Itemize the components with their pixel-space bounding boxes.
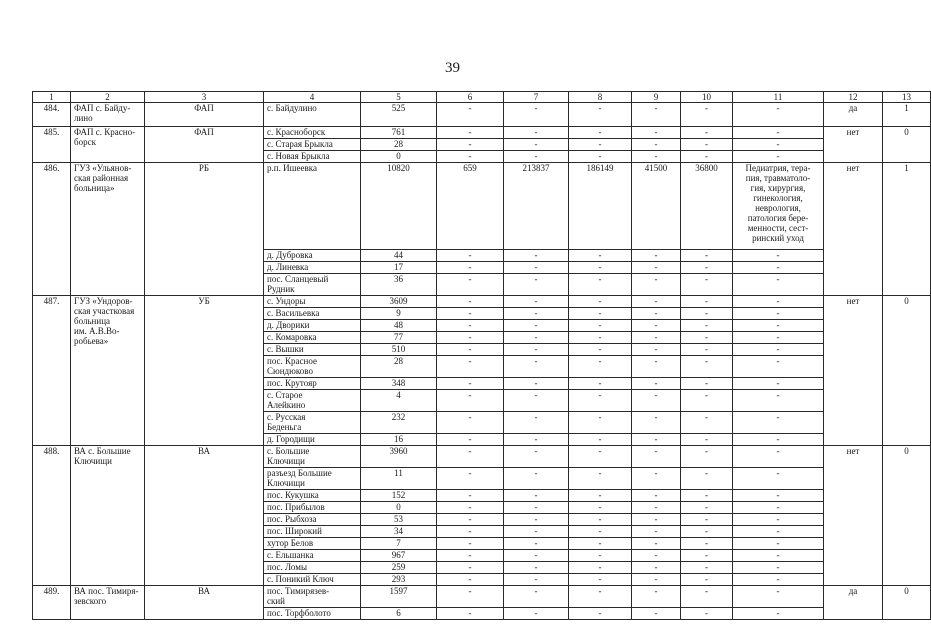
settlement-name: с. Вышки [264, 344, 361, 356]
population-value: 3609 [361, 296, 437, 308]
value-col-7: - [504, 320, 569, 332]
table-row [33, 103, 931, 127]
settlement-name: с. Ундоры [264, 296, 361, 308]
value-col-6: - [437, 468, 504, 490]
population-value: 17 [361, 262, 437, 274]
settlement-name: пос. Красное Сюндюково [264, 356, 361, 378]
value-col-13: 1 [883, 103, 931, 127]
value-col-8: - [569, 412, 632, 434]
value-col-10: - [681, 434, 733, 446]
value-col-7: - [504, 562, 569, 574]
services-value: - [733, 468, 824, 490]
facility-type: ВА [145, 446, 264, 586]
population-value: 16 [361, 434, 437, 446]
column-number-2: 2 [71, 92, 145, 103]
settlement-name: д. Городищи [264, 434, 361, 446]
population-value: 28 [361, 356, 437, 378]
value-col-10: - [681, 502, 733, 514]
column-number-13: 13 [883, 92, 931, 103]
column-number-6: 6 [437, 92, 504, 103]
value-col-7: - [504, 412, 569, 434]
value-col-9: - [632, 412, 681, 434]
value-col-7: - [504, 378, 569, 390]
population-value: 348 [361, 378, 437, 390]
value-col-6: - [437, 274, 504, 296]
value-col-13: 0 [883, 586, 931, 620]
value-col-7: - [504, 490, 569, 502]
value-col-10: - [681, 538, 733, 550]
services-value: - [733, 344, 824, 356]
services-value: Педиатрия, тера- пия, травматоло- гия, хирургия, гинекология, неврология, патология бере- менности, сест- ринский уход [733, 163, 824, 250]
facility-number: 488. [33, 446, 71, 586]
value-col-9: - [632, 562, 681, 574]
services-value: - [733, 103, 824, 127]
facility-number: 485. [33, 127, 71, 163]
settlement-name: пос. Кукушка [264, 490, 361, 502]
value-col-6: - [437, 139, 504, 151]
value-col-7: - [504, 586, 569, 608]
value-col-10: - [681, 490, 733, 502]
value-col-10: - [681, 378, 733, 390]
value-col-6: - [437, 574, 504, 586]
value-col-8: - [569, 526, 632, 538]
value-col-7: - [504, 127, 569, 139]
value-col-7: - [504, 274, 569, 296]
value-col-8: - [569, 574, 632, 586]
value-col-12: нет [824, 296, 883, 446]
value-col-7: - [504, 139, 569, 151]
value-col-7: - [504, 151, 569, 163]
value-col-10: - [681, 468, 733, 490]
settlement-name: разъезд Большие Ключищи [264, 468, 361, 490]
population-value: 9 [361, 308, 437, 320]
facility-number: 489. [33, 586, 71, 620]
value-col-6: - [437, 586, 504, 608]
value-col-8: - [569, 308, 632, 320]
value-col-8: - [569, 320, 632, 332]
value-col-9: - [632, 103, 681, 127]
value-col-10: - [681, 274, 733, 296]
value-col-8: - [569, 514, 632, 526]
services-value: - [733, 490, 824, 502]
value-col-8: - [569, 378, 632, 390]
population-value: 7 [361, 538, 437, 550]
value-col-12: нет [824, 127, 883, 163]
value-col-7: - [504, 308, 569, 320]
value-col-10: - [681, 514, 733, 526]
services-value: - [733, 390, 824, 412]
value-col-10: - [681, 332, 733, 344]
population-value: 0 [361, 151, 437, 163]
settlement-name: пос. Сланцевый Рудник [264, 274, 361, 296]
services-value: - [733, 378, 824, 390]
services-value: - [733, 250, 824, 262]
facility-type: ВА [145, 586, 264, 620]
services-value: - [733, 412, 824, 434]
value-col-10: - [681, 562, 733, 574]
value-col-6: - [437, 514, 504, 526]
services-value: - [733, 586, 824, 608]
services-value: - [733, 332, 824, 344]
value-col-7: 213837 [504, 163, 569, 250]
value-col-9: - [632, 356, 681, 378]
value-col-7: - [504, 502, 569, 514]
value-col-7: - [504, 434, 569, 446]
services-value: - [733, 562, 824, 574]
settlement-name: с. Поникий Ключ [264, 574, 361, 586]
value-col-10: - [681, 446, 733, 468]
value-col-6: - [437, 412, 504, 434]
settlement-name: с. Русская Беденьга [264, 412, 361, 434]
value-col-8: - [569, 356, 632, 378]
services-value: - [733, 296, 824, 308]
facility-type: ФАП [145, 103, 264, 127]
value-col-9: - [632, 468, 681, 490]
column-number-4: 4 [264, 92, 361, 103]
value-col-9: - [632, 151, 681, 163]
population-value: 36 [361, 274, 437, 296]
population-value: 232 [361, 412, 437, 434]
settlement-name: д. Дубровка [264, 250, 361, 262]
value-col-6: - [437, 502, 504, 514]
value-col-12: да [824, 103, 883, 127]
facility-name: ВА пос. Тимиря- зевского [71, 586, 145, 620]
value-col-6: - [437, 356, 504, 378]
value-col-10: - [681, 320, 733, 332]
value-col-8: - [569, 446, 632, 468]
value-col-10: 36800 [681, 163, 733, 250]
services-value: - [733, 514, 824, 526]
population-value: 4 [361, 390, 437, 412]
value-col-6: - [437, 378, 504, 390]
value-col-7: - [504, 390, 569, 412]
value-col-13: 0 [883, 446, 931, 586]
value-col-6: - [437, 446, 504, 468]
value-col-7: - [504, 608, 569, 620]
value-col-9: - [632, 250, 681, 262]
column-number-10: 10 [681, 92, 733, 103]
settlement-name: с. Старая Брыкла [264, 139, 361, 151]
settlement-name: с. Байдулино [264, 103, 361, 127]
table-row [33, 127, 931, 139]
value-col-10: - [681, 250, 733, 262]
value-col-6: 659 [437, 163, 504, 250]
population-value: 1597 [361, 586, 437, 608]
value-col-9: - [632, 526, 681, 538]
facility-name: ГУЗ «Ундоров- ская участковая больница им. А.В.Во- робьева» [71, 296, 145, 446]
value-col-9: - [632, 139, 681, 151]
settlement-name: р.п. Ишеевка [264, 163, 361, 250]
value-col-6: - [437, 344, 504, 356]
value-col-8: - [569, 139, 632, 151]
population-value: 6 [361, 608, 437, 620]
value-col-6: - [437, 103, 504, 127]
settlement-name: с. Васильевка [264, 308, 361, 320]
population-value: 34 [361, 526, 437, 538]
settlement-name: с. Комаровка [264, 332, 361, 344]
value-col-7: - [504, 344, 569, 356]
settlements-table [32, 91, 931, 620]
value-col-6: - [437, 490, 504, 502]
value-col-8: - [569, 274, 632, 296]
services-value: - [733, 502, 824, 514]
value-col-8: 186149 [569, 163, 632, 250]
value-col-9: - [632, 446, 681, 468]
value-col-10: - [681, 139, 733, 151]
value-col-8: - [569, 127, 632, 139]
settlement-name: пос. Прибылов [264, 502, 361, 514]
value-col-10: - [681, 308, 733, 320]
value-col-7: - [504, 550, 569, 562]
value-col-9: - [632, 262, 681, 274]
services-value: - [733, 262, 824, 274]
value-col-9: - [632, 538, 681, 550]
facility-type: РБ [145, 163, 264, 296]
value-col-9: - [632, 378, 681, 390]
services-value: - [733, 574, 824, 586]
settlement-name: пос. Крутояр [264, 378, 361, 390]
column-number-9: 9 [632, 92, 681, 103]
column-number-3: 3 [145, 92, 264, 103]
services-value: - [733, 151, 824, 163]
value-col-6: - [437, 608, 504, 620]
value-col-10: - [681, 390, 733, 412]
value-col-8: - [569, 344, 632, 356]
value-col-10: - [681, 151, 733, 163]
settlement-name: с. Новая Брыкла [264, 151, 361, 163]
value-col-10: - [681, 344, 733, 356]
population-value: 259 [361, 562, 437, 574]
value-col-6: - [437, 332, 504, 344]
value-col-6: - [437, 296, 504, 308]
value-col-9: - [632, 490, 681, 502]
value-col-9: - [632, 434, 681, 446]
settlement-name: пос. Торфболото [264, 608, 361, 620]
value-col-7: - [504, 250, 569, 262]
value-col-8: - [569, 490, 632, 502]
value-col-10: - [681, 127, 733, 139]
population-value: 761 [361, 127, 437, 139]
column-number-1: 1 [33, 92, 71, 103]
column-number-row [33, 92, 931, 103]
column-number-8: 8 [569, 92, 632, 103]
value-col-6: - [437, 250, 504, 262]
value-col-8: - [569, 562, 632, 574]
population-value: 293 [361, 574, 437, 586]
facility-name: ФАП с. Байду- лино [71, 103, 145, 127]
value-col-10: - [681, 296, 733, 308]
value-col-9: - [632, 344, 681, 356]
value-col-7: - [504, 103, 569, 127]
population-value: 48 [361, 320, 437, 332]
value-col-8: - [569, 538, 632, 550]
services-value: - [733, 446, 824, 468]
value-col-12: нет [824, 446, 883, 586]
settlement-name: с. Красноборск [264, 127, 361, 139]
settlement-name: пос. Тимирязев- ский [264, 586, 361, 608]
value-col-6: - [437, 320, 504, 332]
facility-name: ВА с. Большие Ключищи [71, 446, 145, 586]
value-col-6: - [437, 262, 504, 274]
value-col-13: 0 [883, 296, 931, 446]
value-col-9: - [632, 274, 681, 296]
value-col-12: нет [824, 163, 883, 296]
value-col-7: - [504, 514, 569, 526]
value-col-7: - [504, 468, 569, 490]
population-value: 44 [361, 250, 437, 262]
services-value: - [733, 320, 824, 332]
value-col-8: - [569, 608, 632, 620]
settlement-name: пос. Широкий [264, 526, 361, 538]
table-row [33, 296, 931, 308]
value-col-9: - [632, 296, 681, 308]
value-col-8: - [569, 151, 632, 163]
value-col-9: 41500 [632, 163, 681, 250]
value-col-9: - [632, 550, 681, 562]
settlement-name: с. Старое Алейкино [264, 390, 361, 412]
value-col-9: - [632, 390, 681, 412]
services-value: - [733, 356, 824, 378]
services-value: - [733, 139, 824, 151]
value-col-9: - [632, 127, 681, 139]
facility-number: 486. [33, 163, 71, 296]
value-col-8: - [569, 502, 632, 514]
table-row [33, 586, 931, 608]
column-number-11: 11 [733, 92, 824, 103]
facility-type: УБ [145, 296, 264, 446]
services-value: - [733, 274, 824, 296]
value-col-6: - [437, 434, 504, 446]
population-value: 77 [361, 332, 437, 344]
value-col-8: - [569, 262, 632, 274]
value-col-6: - [437, 562, 504, 574]
value-col-9: - [632, 308, 681, 320]
services-value: - [733, 127, 824, 139]
facility-number: 484. [33, 103, 71, 127]
services-value: - [733, 308, 824, 320]
population-value: 525 [361, 103, 437, 127]
value-col-10: - [681, 526, 733, 538]
value-col-6: - [437, 127, 504, 139]
value-col-7: - [504, 446, 569, 468]
services-value: - [733, 608, 824, 620]
population-value: 0 [361, 502, 437, 514]
services-value: - [733, 550, 824, 562]
value-col-7: - [504, 526, 569, 538]
value-col-8: - [569, 434, 632, 446]
services-value: - [733, 538, 824, 550]
value-col-9: - [632, 502, 681, 514]
value-col-6: - [437, 151, 504, 163]
value-col-8: - [569, 332, 632, 344]
facility-name: ФАП с. Красно- борск [71, 127, 145, 163]
value-col-13: 1 [883, 163, 931, 296]
population-value: 967 [361, 550, 437, 562]
value-col-8: - [569, 390, 632, 412]
value-col-8: - [569, 103, 632, 127]
value-col-6: - [437, 390, 504, 412]
value-col-7: - [504, 262, 569, 274]
value-col-8: - [569, 468, 632, 490]
value-col-8: - [569, 296, 632, 308]
value-col-12: да [824, 586, 883, 620]
value-col-7: - [504, 574, 569, 586]
settlement-name: с. Большие Ключищи [264, 446, 361, 468]
value-col-10: - [681, 262, 733, 274]
value-col-13: 0 [883, 127, 931, 163]
value-col-10: - [681, 608, 733, 620]
value-col-6: - [437, 526, 504, 538]
value-col-9: - [632, 320, 681, 332]
value-col-6: - [437, 550, 504, 562]
value-col-9: - [632, 608, 681, 620]
population-value: 28 [361, 139, 437, 151]
value-col-10: - [681, 574, 733, 586]
value-col-9: - [632, 574, 681, 586]
value-col-8: - [569, 586, 632, 608]
value-col-7: - [504, 296, 569, 308]
value-col-8: - [569, 550, 632, 562]
value-col-10: - [681, 356, 733, 378]
value-col-10: - [681, 412, 733, 434]
settlement-name: д. Дворики [264, 320, 361, 332]
facility-number: 487. [33, 296, 71, 446]
value-col-10: - [681, 586, 733, 608]
population-value: 510 [361, 344, 437, 356]
settlement-name: д. Линевка [264, 262, 361, 274]
value-col-9: - [632, 514, 681, 526]
value-col-7: - [504, 538, 569, 550]
value-col-7: - [504, 332, 569, 344]
settlement-name: пос. Рыбхоза [264, 514, 361, 526]
population-value: 53 [361, 514, 437, 526]
value-col-8: - [569, 250, 632, 262]
table-row [33, 163, 931, 250]
facility-name: ГУЗ «Ульянов- ская районная больница» [71, 163, 145, 296]
population-value: 152 [361, 490, 437, 502]
facility-type: ФАП [145, 127, 264, 163]
population-value: 10820 [361, 163, 437, 250]
value-col-7: - [504, 356, 569, 378]
value-col-9: - [632, 332, 681, 344]
settlement-name: хутор Белов [264, 538, 361, 550]
column-number-5: 5 [361, 92, 437, 103]
value-col-10: - [681, 103, 733, 127]
column-number-12: 12 [824, 92, 883, 103]
settlement-name: пос. Ломы [264, 562, 361, 574]
population-value: 11 [361, 468, 437, 490]
page-number: 39 [445, 60, 460, 76]
column-number-7: 7 [504, 92, 569, 103]
settlement-name: с. Ельшанка [264, 550, 361, 562]
value-col-9: - [632, 586, 681, 608]
population-value: 3960 [361, 446, 437, 468]
services-value: - [733, 434, 824, 446]
services-value: - [733, 526, 824, 538]
value-col-10: - [681, 550, 733, 562]
value-col-6: - [437, 308, 504, 320]
table-row [33, 446, 931, 468]
value-col-6: - [437, 538, 504, 550]
